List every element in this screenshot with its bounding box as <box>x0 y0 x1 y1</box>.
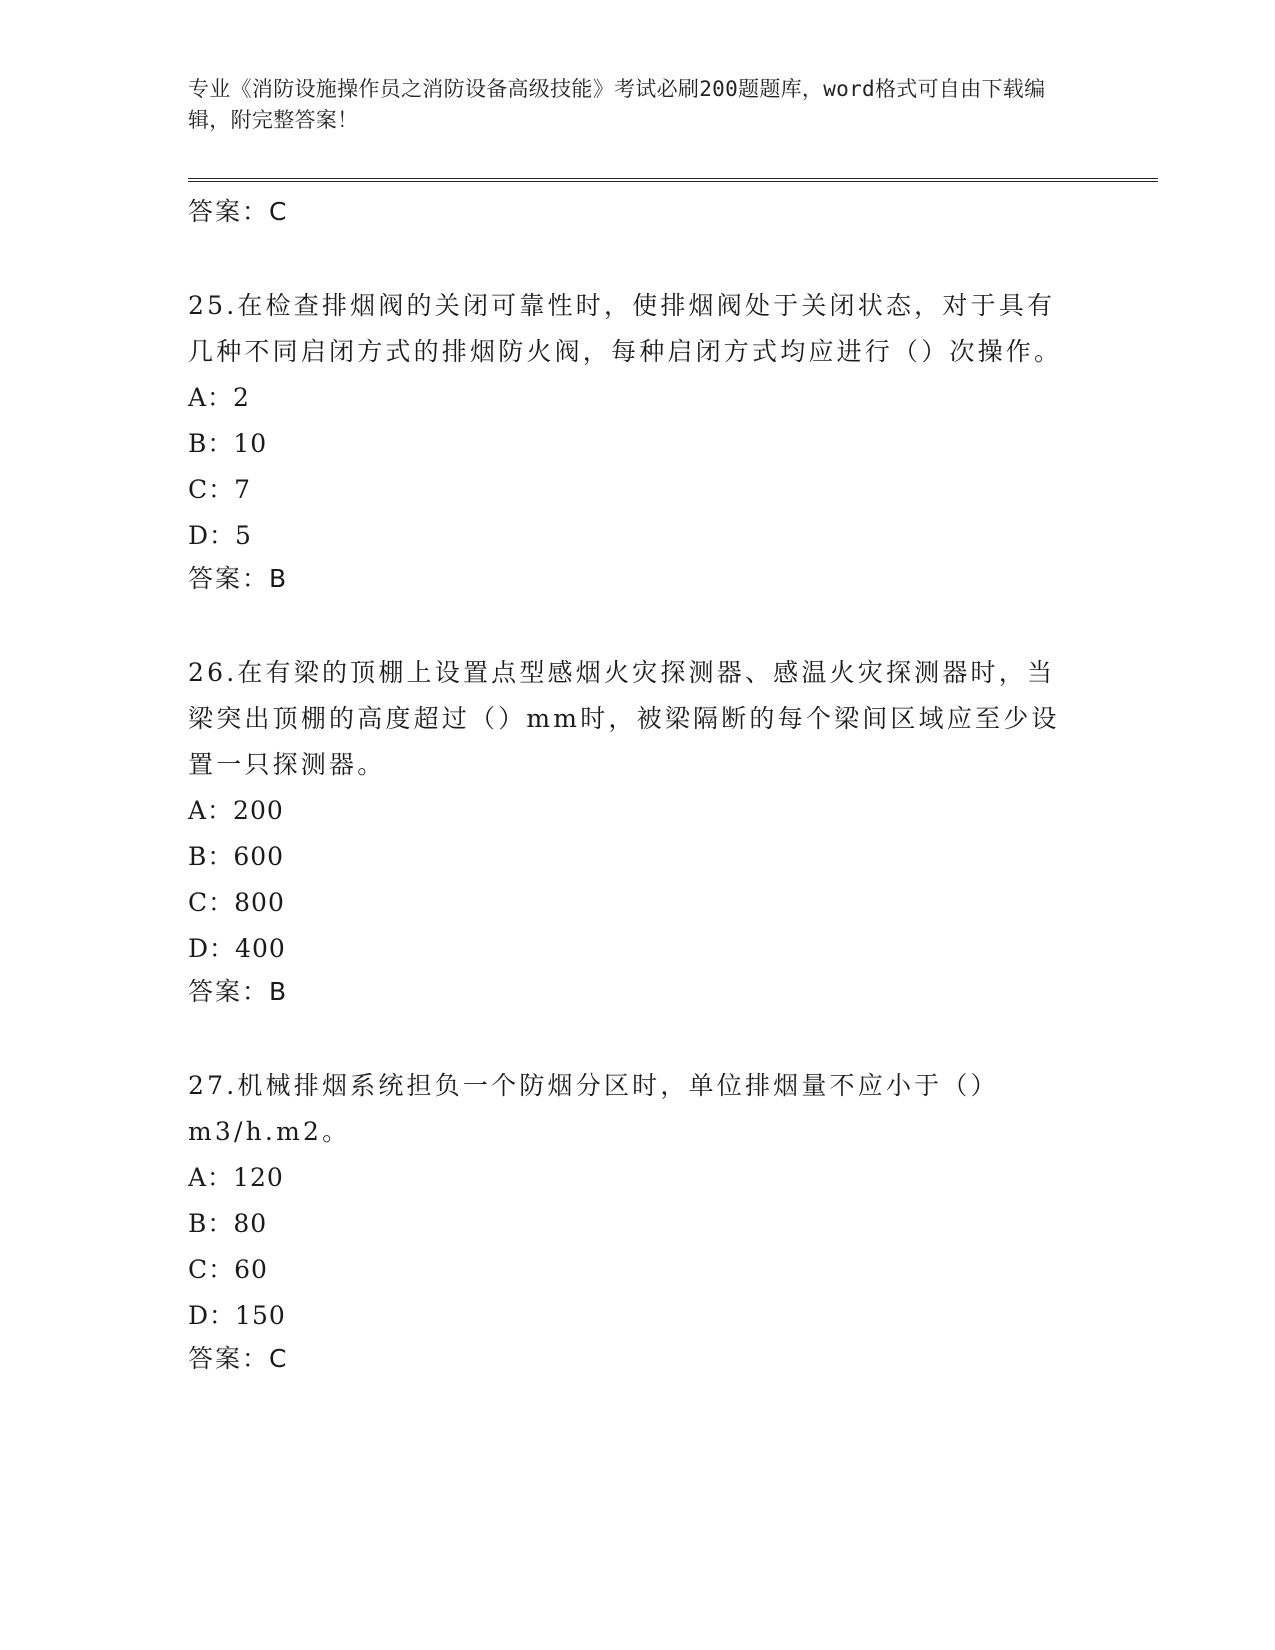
option-b: B：80 <box>188 1209 268 1238</box>
spacer <box>188 1012 1068 1063</box>
option-a: A：2 <box>188 383 250 412</box>
question-block <box>188 283 1068 599</box>
option-a: A：200 <box>188 796 284 825</box>
question-block <box>188 1063 1068 1379</box>
option-c: C：7 <box>188 475 252 504</box>
question-block <box>188 650 1068 1012</box>
spacer <box>188 599 1068 650</box>
document-header: 专业《消防设施操作员之消防设备高级技能》考试必刷200题题库，word格式可自由下载编辑，附完整答案！ <box>188 77 1046 132</box>
question-stem: 27.机械排烟系统担负一个防烟分区时，单位排烟量不应小于（）m3/h.m2。 <box>188 1071 999 1146</box>
option-c: C：60 <box>188 1255 268 1284</box>
option-c: C：800 <box>188 888 285 917</box>
spacer <box>188 232 1068 283</box>
answer-line: 答案：B <box>188 564 289 593</box>
option-b: B：10 <box>188 429 268 458</box>
header-divider <box>188 178 1158 182</box>
question-stem: 25.在检查排烟阀的关闭可靠性时，使排烟阀处于关闭状态，对于具有几种不同启闭方式的排烟防火阀，每种启闭方式均应进行（）次操作。 <box>188 291 1063 366</box>
option-d: D：400 <box>188 934 286 963</box>
answer-line: 答案：B <box>188 977 289 1006</box>
answer-line: 答案：C <box>188 197 289 226</box>
option-a: A：120 <box>188 1163 284 1192</box>
option-b: B：600 <box>188 842 285 871</box>
answer-line: 答案：C <box>188 1344 289 1373</box>
question-stem: 26.在有梁的顶棚上设置点型感烟火灾探测器、感温火灾探测器时，当梁突出顶棚的高度超过（）mm时，被梁隔断的每个梁间区域应至少设置一只探测器。 <box>188 658 1060 779</box>
option-d: D：150 <box>188 1301 286 1330</box>
question-list <box>188 192 1068 1379</box>
option-d: D：5 <box>188 521 252 550</box>
